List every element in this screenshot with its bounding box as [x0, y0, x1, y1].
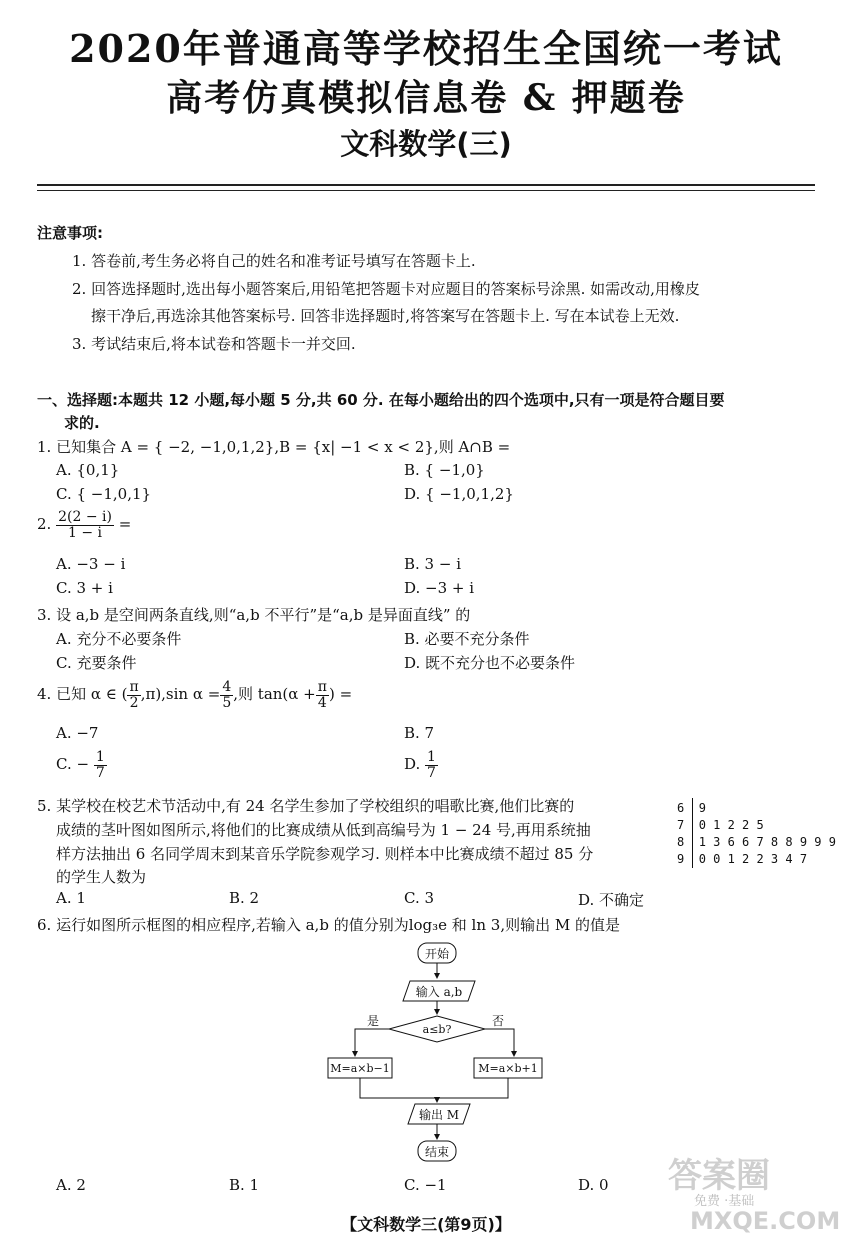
exam-title: 2020年普通高等学校招生全国统一考试 [69, 26, 783, 71]
question-5-stem-cont: 成绩的茎叶图如图所示,将他们的比赛成绩从低到高编号为 1 − 24 号,再用系统抽 [56, 821, 591, 839]
question-3-stem: 3. 设 a,b 是空间两条直线,则“a,b 不平行”是“a,b 是异面直线” 的 [37, 606, 471, 624]
flow-no-label: 否 [491, 1014, 505, 1028]
q4-frac-num: π [129, 679, 139, 695]
section-heading-cont: 求的. [64, 414, 100, 432]
leaves: 1 3 6 6 7 8 8 9 9 9 [698, 835, 836, 849]
q5-option-d: D. 不确定 [578, 891, 645, 909]
q4-text: ) = [328, 685, 353, 704]
q4-fraction [127, 680, 140, 710]
flow-input-label: 输入 a,b [415, 985, 463, 999]
question-2-stem [37, 510, 131, 540]
q2-option-d: D. −3 + i [404, 579, 475, 597]
watermark-site: MXQE.COM [690, 1207, 841, 1235]
q4-fraction [316, 680, 329, 710]
q4-option-c [56, 750, 107, 780]
stem-leaf-row [677, 817, 836, 834]
q4-fraction [220, 680, 233, 710]
question-6-stem: 6. 运行如图所示框图的相应程序,若输入 a,b 的值分别为log₃e 和 ln 3,则输出 M 的值是 [37, 916, 620, 934]
flow-output-label: 输出 M [418, 1108, 460, 1122]
section-heading: 一、选择题:本题共 12 小题,每小题 5 分,共 60 分. 在每小题给出的四个选项中,只有一项是符合题目要 [37, 391, 725, 409]
stem: 9 [677, 852, 685, 866]
q6-option-c: C. −1 [404, 1176, 447, 1194]
q4-d-num: 1 [427, 749, 436, 765]
q1-option-a: A. {0,1} [56, 461, 120, 479]
q3-option-d: D. 既不充分也不必要条件 [404, 654, 576, 672]
leaves: 9 [698, 801, 706, 815]
q4-c-num: 1 [95, 749, 105, 765]
q1-option-c: C. { −1,0,1} [56, 485, 152, 503]
stem-leaf-plot [677, 800, 836, 868]
q3-option-c: C. 充要条件 [56, 654, 137, 672]
header-rule-bottom [37, 190, 815, 191]
note-item: 1. 答卷前,考生务必将自己的姓名和准考证号填写在答题卡上. [72, 252, 476, 270]
q4-frac-den: 5 [222, 694, 232, 711]
question-5-stem-cont: 样方法抽出 6 名同学周末到某音乐学院参观学习. 则样本中比赛成绩不超过 85 分 [56, 845, 594, 863]
question-1-stem: 1. 已知集合 A = { −2, −1,0,1,2},B = {x| −1 < x < 2},则 A∩B = [37, 438, 511, 456]
flow-end-label: 结束 [424, 1145, 450, 1159]
flow-condition-label: a≤b? [422, 1023, 452, 1036]
page-footer: 【文科数学三(第9页)】 [341, 1215, 511, 1234]
q2-option-c: C. 3 + i [56, 579, 113, 597]
stem-leaf-row [677, 800, 836, 817]
q3-option-a: A. 充分不必要条件 [56, 630, 182, 648]
watermark-logo: 答案圈 [668, 1156, 770, 1196]
q4-frac-num: 4 [222, 679, 232, 695]
q4-d-den: 7 [427, 764, 436, 781]
q2-number: 2. [37, 515, 52, 534]
q4-frac-den: 4 [317, 694, 327, 711]
q2-denominator: 1 − i [68, 524, 103, 541]
q2-fraction [56, 510, 114, 540]
note-item: 擦干净后,再选涂其他答案标号. 回答非选择题时,将答案写在答题卡上. 写在本试卷上无效. [91, 307, 680, 325]
q4-option-c-label: C. − [56, 755, 90, 774]
q4-text: ,则 tan(α + [233, 685, 316, 704]
q4-frac-num: π [317, 679, 327, 695]
stem: 8 [677, 835, 685, 849]
q4-frac-den: 2 [129, 694, 139, 711]
q5-option-b: B. 2 [229, 889, 260, 907]
note-item: 3. 考试结束后,将本试卷和答题卡一并交回. [72, 335, 356, 353]
header-rule-top [37, 184, 815, 186]
q4-option-d-label: D. [404, 755, 421, 774]
flow-yes-label: 是 [366, 1014, 380, 1028]
q4-c-den: 7 [95, 764, 105, 781]
exam-subtitle: 高考仿真模拟信息卷 & 押题卷 [166, 77, 686, 119]
q6-option-b: B. 1 [229, 1176, 260, 1194]
flow-start-label: 开始 [424, 947, 450, 961]
q4-option-a: A. −7 [56, 724, 99, 742]
q2-numerator: 2(2 − i) [58, 509, 112, 525]
q5-option-c: C. 3 [404, 889, 435, 907]
q1-option-b: B. { −1,0} [404, 461, 485, 479]
stem: 6 [677, 801, 685, 815]
question-5-stem-cont: 的学生人数为 [56, 868, 147, 886]
q4-text: ,π),sin α = [140, 685, 221, 704]
q1-option-d: D. { −1,0,1,2} [404, 485, 514, 503]
watermark-tagline: 免费 ·基础 [694, 1194, 755, 1209]
flow-left-label: M=a×b−1 [330, 1062, 390, 1075]
stem: 7 [677, 818, 685, 832]
q4-option-b: B. 7 [404, 724, 435, 742]
question-4-stem [37, 680, 352, 710]
note-item: 2. 回答选择题时,选出每小题答案后,用铅笔把答题卡对应题目的答案标号涂黑. 如需改动,用橡皮 [72, 280, 700, 298]
q5-option-a: A. 1 [56, 889, 86, 907]
notes-heading: 注意事项: [37, 224, 103, 242]
stem-leaf-row [677, 834, 836, 851]
q4-option-d-fraction [425, 750, 438, 780]
q3-option-b: B. 必要不充分条件 [404, 630, 530, 648]
flow-right-label: M=a×b+1 [478, 1062, 538, 1075]
flowchart [320, 938, 550, 1168]
q6-option-a: A. 2 [56, 1176, 86, 1194]
leaves: 0 0 1 2 2 3 4 7 [698, 852, 808, 866]
q4-text: 4. 已知 α ∈ ( [37, 685, 128, 704]
stem-leaf-row [677, 851, 836, 868]
q2-equals: = [118, 515, 132, 534]
q4-option-d [404, 750, 438, 780]
q4-option-c-fraction [94, 750, 107, 780]
subject-title: 文科数学(三) [340, 127, 512, 161]
q6-option-d: D. 0 [578, 1176, 609, 1194]
leaves: 0 1 2 2 5 [698, 818, 764, 832]
question-5-stem: 5. 某学校在校艺术节活动中,有 24 名学生参加了学校组织的唱歌比赛,他们比赛的 [37, 797, 575, 815]
q2-option-b: B. 3 − i [404, 555, 462, 573]
q2-option-a: A. −3 − i [56, 555, 126, 573]
